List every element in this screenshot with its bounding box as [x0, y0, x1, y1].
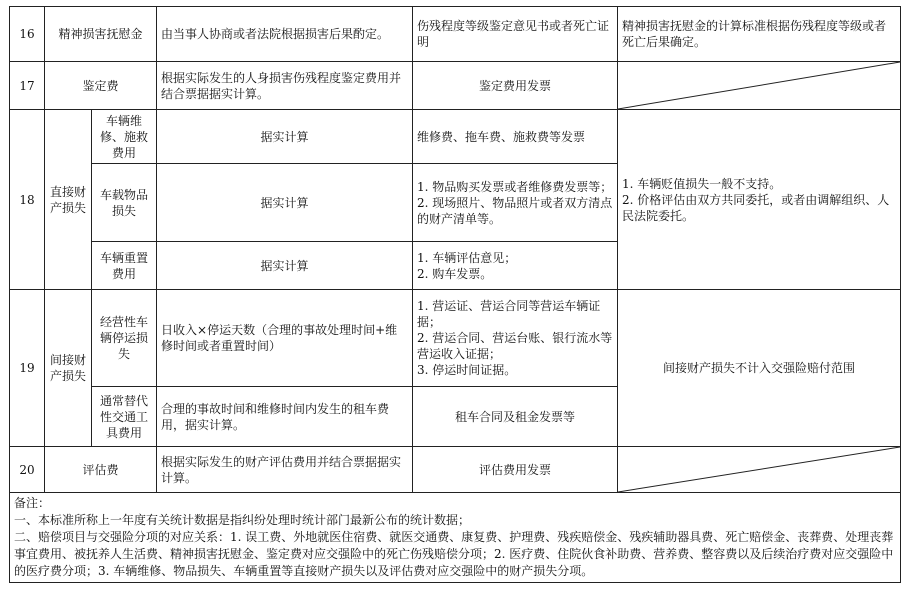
calc-standard: 据实计算 — [157, 110, 413, 164]
notes-cell — [10, 493, 901, 583]
empty-remark-cell — [618, 447, 901, 493]
table-row — [10, 290, 901, 387]
row-number: 20 — [10, 447, 45, 493]
table-row — [10, 62, 901, 110]
calc-standard: 合理的事故时间和维修时间内发生的租车费用，据实计算。 — [157, 387, 413, 447]
diagonal-line — [618, 447, 900, 492]
row-number: 19 — [10, 290, 45, 447]
evidence: 租车合同及租金发票等 — [413, 387, 618, 447]
table-row — [10, 447, 901, 493]
calc-standard: 根据实际发生的人身损害伤残程度鉴定费用并结合票据据实计算。 — [157, 62, 413, 110]
calc-standard: 日收入×停运天数（合理的事故处理时间+维修时间或者重置时间） — [157, 290, 413, 387]
evidence: 1. 物品购买发票或者维修费发票等； 2. 现场照片、物品照片或者双方清点的财产清单等。 — [413, 164, 618, 242]
row-number: 16 — [10, 7, 45, 62]
evidence: 1. 营运证、营运合同等营运车辆证据； 2. 营运合同、营运台账、银行流水等营运收入证据； 3. 停运时间证据。 — [413, 290, 618, 387]
sub-item-name: 车辆维修、施救费用 — [92, 110, 157, 164]
calc-standard: 据实计算 — [157, 164, 413, 242]
evidence: 评估费用发票 — [413, 447, 618, 493]
row-number: 18 — [10, 110, 45, 290]
notes-title: 备注： — [14, 496, 51, 510]
remark: 间接财产损失不计入交强险赔付范围 — [618, 290, 901, 447]
table-row — [10, 7, 901, 62]
table-row — [10, 110, 901, 164]
item-name: 鉴定费 — [45, 62, 157, 110]
item-name: 精神损害抚慰金 — [45, 7, 157, 62]
evidence: 1. 车辆评估意见； 2. 购车发票。 — [413, 242, 618, 290]
calc-standard: 据实计算 — [157, 242, 413, 290]
evidence: 伤残程度等级鉴定意见书或者死亡证明 — [413, 7, 618, 62]
empty-remark-cell — [618, 62, 901, 110]
evidence: 维修费、拖车费、施救费等发票 — [413, 110, 618, 164]
sub-item-name: 通常替代性交通工具费用 — [92, 387, 157, 447]
sub-item-name: 车载物品损失 — [92, 164, 157, 242]
compensation-table — [9, 6, 901, 583]
sub-item-name: 经营性车辆停运损失 — [92, 290, 157, 387]
sub-item-name: 车辆重置费用 — [92, 242, 157, 290]
item-name: 间接财产损失 — [45, 290, 92, 447]
item-name: 评估费 — [45, 447, 157, 493]
remark: 1. 车辆贬值损失一般不支持。 2. 价格评估由双方共同委托，或者由调解组织、人民法院委托。 — [618, 110, 901, 290]
note-item: 一、本标准所称上一年度有关统计数据是指纠纷处理时统计部门最新公布的统计数据； — [14, 513, 471, 527]
diagonal-line — [618, 62, 900, 109]
calc-standard: 由当事人协商或者法院根据损害后果酌定。 — [157, 7, 413, 62]
calc-standard: 根据实际发生的财产评估费用并结合票据据实计算。 — [157, 447, 413, 493]
document-page — [9, 6, 900, 608]
remark: 精神损害抚慰金的计算标准根据伤残程度等级或者死亡后果确定。 — [618, 7, 901, 62]
row-number: 17 — [10, 62, 45, 110]
evidence: 鉴定费用发票 — [413, 62, 618, 110]
note-item: 二、赔偿项目与交强险分项的对应关系：1. 误工费、外地就医住宿费、就医交通费、康复费、护理费、残疾赔偿金、残疾辅助器具费、死亡赔偿金、丧葬费、处理丧葬事宜费用、被抚养人生活费、精神损害抚慰金、鉴定费对应交强险中的死亡伤残赔偿分项；2. 医疗费、住院伙食补助费、营养费、整容费以及后续治疗费对应交强险中的医疗费分项；3. 车辆维修、物品损失、车辆重置等直接财产损失以及评估费对应交强险中的财产损失分项。 — [14, 530, 894, 578]
notes-row — [10, 493, 901, 583]
item-name: 直接财产损失 — [45, 110, 92, 290]
